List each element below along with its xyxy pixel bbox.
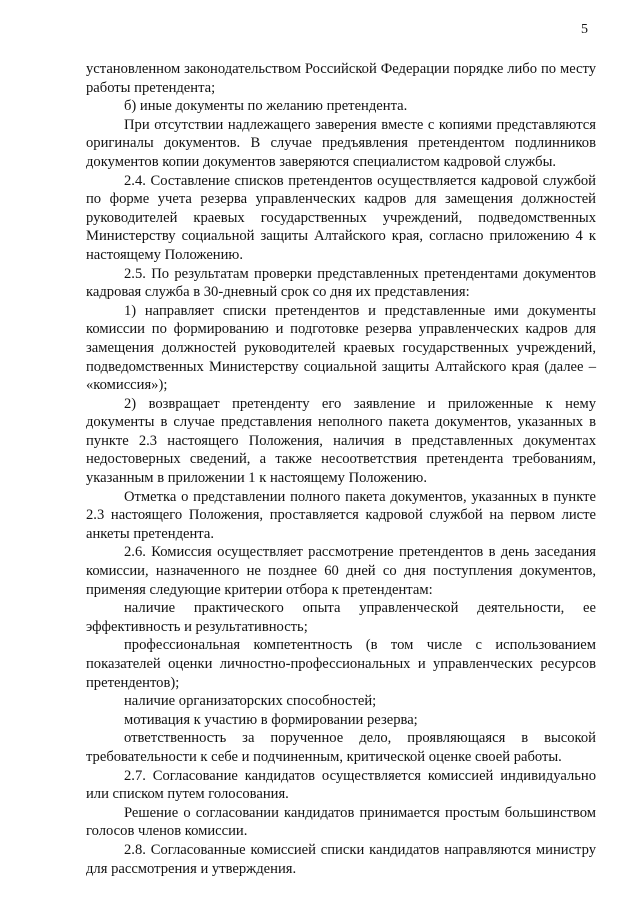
paragraph-2-8: 2.8. Согласованные комиссией списки кандидатов направляются министру для рассмотрения и утверждения.: [86, 841, 596, 877]
paragraph-certification: При отсутствии надлежащего заверения вместе с копиями представляются оригиналы документов. В случае предъявления претендентом подлинников документов копии документов заверяются специалистом кадровой службы.: [86, 116, 596, 170]
paragraph-mark: Отметка о представлении полного пакета документов, указанных в пункте 2.3 настоящего Положения, проставляется кадровой службой на первом листе анкеты претендента.: [86, 488, 596, 542]
paragraph-2-5-item-2: 2) возвращает претенденту его заявление и приложенные к нему документы в случае представления неполного пакета документов, указанных в пункте 2.3 настоящего Положения, наличия в представленных документах недостоверных сведений, а также несоответствия претендента требованиям, указанным в приложении 1 к настоящему Положению.: [86, 395, 596, 487]
page-number: 5: [581, 22, 588, 37]
document-body: [86, 60, 596, 878]
paragraph-2-5: 2.5. По результатам проверки представленных претендентами документов кадровая служба в 30-дневный срок со дня их представления:: [86, 265, 596, 301]
criterion-motivation: мотивация к участию в формировании резерва;: [124, 711, 418, 728]
criterion-responsibility: ответственность за порученное дело, проявляющаяся в высокой требовательности к себе и подчиненным, критической оценке своей работы.: [86, 730, 596, 765]
criterion-organizational: наличие организаторских способностей;: [124, 693, 377, 710]
criterion-competence: профессиональная компетентность (в том числе с использованием показателей оценки личностно-профессиональных и управленческих ресурсов претендентов);: [86, 637, 596, 691]
paragraph-2-4: 2.4. Составление списков претендентов осуществляется кадровой службой по форме учета резерва управленческих кадров для замещения должностей руководителей краевых государственных учреждений, подведомственных Министерству социальной защиты Алтайского края, согласно приложению 4 к настоящему Положению.: [86, 172, 596, 263]
paragraph-item-b: б) иные документы по желанию претендента.: [124, 98, 408, 115]
paragraph-continuation: установленном законодательством Российской Федерации порядке либо по месту работы претендента;: [86, 61, 596, 96]
criterion-experience: наличие практического опыта управленческой деятельности, ее эффективность и результативность;: [86, 600, 596, 635]
paragraph-2-6: 2.6. Комиссия осуществляет рассмотрение претендентов в день заседания комиссии, назначенного не позднее 60 дней со дня поступления документов, применяя следующие критерии отбора к претендентам:: [86, 544, 596, 598]
paragraph-2-7: 2.7. Согласование кандидатов осуществляется комиссией индивидуально или списком путем голосования.: [86, 767, 596, 803]
paragraph-decision: Решение о согласовании кандидатов принимается простым большинством голосов членов комиссии.: [86, 804, 596, 840]
paragraph-2-5-item-1: 1) направляет списки претендентов и представленные ими документы комиссии по формированию и подготовке резерва управленческих кадров для замещения должностей руководителей краевых государственных учреждений, подведомственных Министерству социальной защиты Алтайского края (далее – «комиссия»);: [86, 302, 596, 394]
